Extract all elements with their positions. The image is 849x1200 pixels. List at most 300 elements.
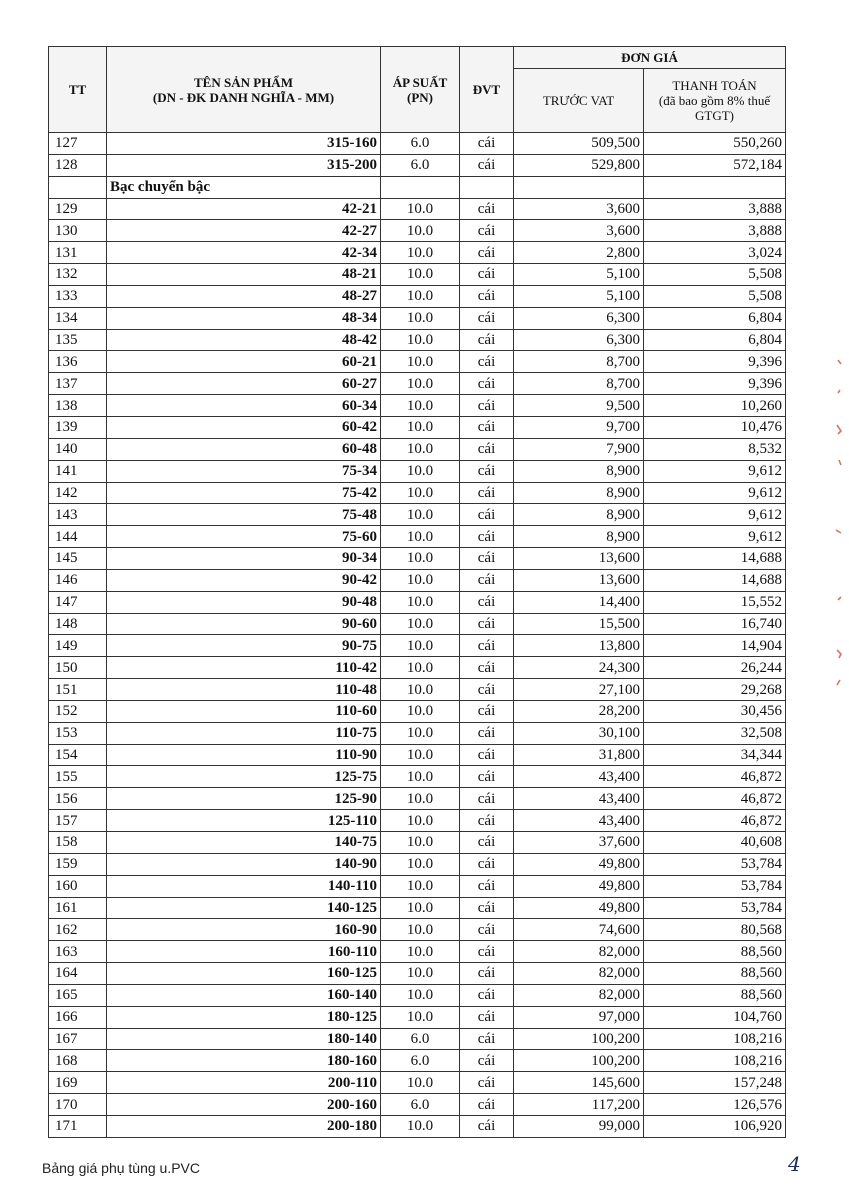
table-row <box>49 373 786 395</box>
cell-tt: 159 <box>49 853 107 875</box>
cell-price-pre-vat: 37,600 <box>514 832 644 854</box>
table-row <box>49 264 786 286</box>
cell-product-name: 60-21 <box>107 351 381 373</box>
cell-tt: 138 <box>49 395 107 417</box>
cell-pressure: 10.0 <box>381 897 460 919</box>
cell-price-pre-vat: 43,400 <box>514 810 644 832</box>
cell-price-pre-vat: 5,100 <box>514 264 644 286</box>
header-unit: ĐVT <box>460 47 514 133</box>
cell-product-name: 140-110 <box>107 875 381 897</box>
table-row <box>49 875 786 897</box>
cell-product-name: 315-160 <box>107 133 381 155</box>
cell-tt: 158 <box>49 832 107 854</box>
cell-price-pre-vat: 97,000 <box>514 1006 644 1028</box>
table-row <box>49 744 786 766</box>
cell-pressure: 10.0 <box>381 569 460 591</box>
cell-pressure: 10.0 <box>381 919 460 941</box>
table-row <box>49 351 786 373</box>
cell-product-name: 125-110 <box>107 810 381 832</box>
cell-tt: 170 <box>49 1094 107 1116</box>
table-row <box>49 504 786 526</box>
cell-pressure: 10.0 <box>381 373 460 395</box>
table-row <box>49 548 786 570</box>
cell-price-payment: 572,184 <box>644 154 786 176</box>
cell-product-name: 75-48 <box>107 504 381 526</box>
cell-unit: cái <box>460 679 514 701</box>
cell-price-payment: 3,024 <box>644 242 786 264</box>
cell-pressure: 6.0 <box>381 154 460 176</box>
cell-price-payment: 53,784 <box>644 897 786 919</box>
cell-unit <box>460 176 514 198</box>
cell-product-name: 48-21 <box>107 264 381 286</box>
cell-unit: cái <box>460 744 514 766</box>
cell-price-pre-vat: 43,400 <box>514 766 644 788</box>
cell-pressure: 10.0 <box>381 963 460 985</box>
cell-tt: 140 <box>49 438 107 460</box>
cell-price-payment: 14,688 <box>644 569 786 591</box>
cell-price-pre-vat: 31,800 <box>514 744 644 766</box>
cell-price-payment: 16,740 <box>644 613 786 635</box>
cell-price-pre-vat: 9,500 <box>514 395 644 417</box>
cell-price-payment: 3,888 <box>644 220 786 242</box>
cell-product-name: 110-90 <box>107 744 381 766</box>
cell-tt: 142 <box>49 482 107 504</box>
section-row <box>49 176 786 198</box>
cell-product-name: 200-180 <box>107 1115 381 1137</box>
cell-product-name: 140-125 <box>107 897 381 919</box>
header-payment-line1: THANH TOÁN <box>672 78 757 93</box>
cell-tt: 144 <box>49 526 107 548</box>
table-row <box>49 285 786 307</box>
cell-price-pre-vat: 49,800 <box>514 875 644 897</box>
cell-price-pre-vat: 15,500 <box>514 613 644 635</box>
cell-product-name: 160-125 <box>107 963 381 985</box>
table-row <box>49 438 786 460</box>
cell-pressure: 10.0 <box>381 351 460 373</box>
cell-product-name: 90-48 <box>107 591 381 613</box>
cell-unit: cái <box>460 504 514 526</box>
cell-pressure: 6.0 <box>381 133 460 155</box>
cell-tt: 127 <box>49 133 107 155</box>
table-header <box>49 47 786 133</box>
cell-price-payment: 5,508 <box>644 285 786 307</box>
cell-tt: 137 <box>49 373 107 395</box>
cell-price-pre-vat: 8,900 <box>514 460 644 482</box>
cell-unit: cái <box>460 853 514 875</box>
cell-unit: cái <box>460 220 514 242</box>
cell-pressure: 10.0 <box>381 744 460 766</box>
table-row <box>49 613 786 635</box>
cell-tt: 157 <box>49 810 107 832</box>
cell-price-payment: 9,396 <box>644 373 786 395</box>
cell-tt: 171 <box>49 1115 107 1137</box>
table-row <box>49 329 786 351</box>
cell-tt <box>49 176 107 198</box>
cell-tt: 149 <box>49 635 107 657</box>
cell-price-pre-vat: 8,700 <box>514 373 644 395</box>
cell-price-pre-vat: 509,500 <box>514 133 644 155</box>
cell-product-name: 48-27 <box>107 285 381 307</box>
cell-price-payment: 9,612 <box>644 504 786 526</box>
cell-pressure: 10.0 <box>381 832 460 854</box>
cell-price-pre-vat: 82,000 <box>514 984 644 1006</box>
table-row <box>49 460 786 482</box>
cell-price-pre-vat: 82,000 <box>514 941 644 963</box>
cell-pressure: 6.0 <box>381 1028 460 1050</box>
cell-unit: cái <box>460 307 514 329</box>
cell-product-name: 110-75 <box>107 722 381 744</box>
cell-unit: cái <box>460 1094 514 1116</box>
table-row <box>49 657 786 679</box>
cell-pressure: 10.0 <box>381 438 460 460</box>
cell-pressure: 10.0 <box>381 766 460 788</box>
cell-unit: cái <box>460 700 514 722</box>
cell-price-payment: 9,612 <box>644 526 786 548</box>
cell-unit: cái <box>460 395 514 417</box>
cell-price-pre-vat: 117,200 <box>514 1094 644 1116</box>
cell-pressure: 10.0 <box>381 482 460 504</box>
cell-product-name: 160-110 <box>107 941 381 963</box>
cell-pressure: 10.0 <box>381 1115 460 1137</box>
cell-price-pre-vat: 2,800 <box>514 242 644 264</box>
cell-tt: 155 <box>49 766 107 788</box>
cell-price-pre-vat: 100,200 <box>514 1050 644 1072</box>
cell-pressure: 10.0 <box>381 1072 460 1094</box>
cell-product-name: 200-110 <box>107 1072 381 1094</box>
cell-price-payment: 14,904 <box>644 635 786 657</box>
cell-price-payment: 32,508 <box>644 722 786 744</box>
cell-unit: cái <box>460 963 514 985</box>
table-row <box>49 242 786 264</box>
cell-price-pre-vat: 13,800 <box>514 635 644 657</box>
cell-price-payment: 126,576 <box>644 1094 786 1116</box>
cell-unit: cái <box>460 1028 514 1050</box>
cell-price-pre-vat: 6,300 <box>514 329 644 351</box>
cell-price-payment: 550,260 <box>644 133 786 155</box>
cell-product-name: 125-90 <box>107 788 381 810</box>
table-row <box>49 941 786 963</box>
cell-price-payment: 5,508 <box>644 264 786 286</box>
table-row <box>49 635 786 657</box>
margin-stamp-marks <box>828 350 848 700</box>
price-table <box>48 46 786 1138</box>
cell-product-name: 160-140 <box>107 984 381 1006</box>
cell-pressure: 10.0 <box>381 875 460 897</box>
table-row <box>49 591 786 613</box>
cell-price-payment: 9,612 <box>644 482 786 504</box>
table-row <box>49 853 786 875</box>
cell-product-name: 42-34 <box>107 242 381 264</box>
cell-product-name: 160-90 <box>107 919 381 941</box>
cell-unit: cái <box>460 591 514 613</box>
cell-unit: cái <box>460 613 514 635</box>
cell-tt: 147 <box>49 591 107 613</box>
cell-price-payment: 53,784 <box>644 875 786 897</box>
table-row <box>49 984 786 1006</box>
cell-price-pre-vat: 8,900 <box>514 504 644 526</box>
cell-unit: cái <box>460 941 514 963</box>
header-pressure <box>381 47 460 133</box>
cell-price-payment: 15,552 <box>644 591 786 613</box>
table-row <box>49 395 786 417</box>
cell-tt: 133 <box>49 285 107 307</box>
cell-product-name: 110-60 <box>107 700 381 722</box>
cell-unit: cái <box>460 635 514 657</box>
cell-tt: 150 <box>49 657 107 679</box>
cell-price-payment: 104,760 <box>644 1006 786 1028</box>
cell-price-payment: 53,784 <box>644 853 786 875</box>
cell-tt: 148 <box>49 613 107 635</box>
cell-price-payment: 106,920 <box>644 1115 786 1137</box>
header-product-name-line2: (DN - ĐK DANH NGHĨA - MM) <box>152 89 335 105</box>
table-row <box>49 1094 786 1116</box>
header-payment <box>644 69 786 133</box>
cell-pressure: 6.0 <box>381 1094 460 1116</box>
cell-product-name: 75-34 <box>107 460 381 482</box>
cell-unit: cái <box>460 569 514 591</box>
cell-product-name: 48-42 <box>107 329 381 351</box>
table-row <box>49 526 786 548</box>
cell-price-pre-vat: 43,400 <box>514 788 644 810</box>
cell-price-payment: 108,216 <box>644 1028 786 1050</box>
cell-unit: cái <box>460 154 514 176</box>
table-row <box>49 133 786 155</box>
cell-pressure: 10.0 <box>381 984 460 1006</box>
cell-price-pre-vat: 74,600 <box>514 919 644 941</box>
cell-tt: 161 <box>49 897 107 919</box>
table-row <box>49 154 786 176</box>
cell-price-pre-vat: 8,700 <box>514 351 644 373</box>
cell-price-pre-vat: 28,200 <box>514 700 644 722</box>
cell-product-name: 75-60 <box>107 526 381 548</box>
cell-price-pre-vat: 7,900 <box>514 438 644 460</box>
cell-product-name: 180-160 <box>107 1050 381 1072</box>
cell-price-payment: 88,560 <box>644 984 786 1006</box>
table-row <box>49 482 786 504</box>
cell-price-payment: 30,456 <box>644 700 786 722</box>
cell-unit: cái <box>460 548 514 570</box>
cell-product-name: 110-42 <box>107 657 381 679</box>
cell-unit: cái <box>460 1050 514 1072</box>
cell-tt: 166 <box>49 1006 107 1028</box>
cell-price-pre-vat: 145,600 <box>514 1072 644 1094</box>
cell-tt: 129 <box>49 198 107 220</box>
table-row <box>49 1006 786 1028</box>
cell-tt: 160 <box>49 875 107 897</box>
cell-price-payment: 26,244 <box>644 657 786 679</box>
cell-tt: 164 <box>49 963 107 985</box>
cell-product-name: 60-42 <box>107 416 381 438</box>
table-row <box>49 963 786 985</box>
cell-product-name: 75-42 <box>107 482 381 504</box>
cell-product-name: 60-34 <box>107 395 381 417</box>
cell-product-name: 90-42 <box>107 569 381 591</box>
cell-tt: 132 <box>49 264 107 286</box>
cell-unit: cái <box>460 766 514 788</box>
cell-price-pre-vat: 14,400 <box>514 591 644 613</box>
cell-unit: cái <box>460 438 514 460</box>
cell-price-pre-vat: 8,900 <box>514 526 644 548</box>
cell-price-pre-vat: 9,700 <box>514 416 644 438</box>
cell-product-name: 180-125 <box>107 1006 381 1028</box>
cell-price-pre-vat <box>514 176 644 198</box>
table-row <box>49 722 786 744</box>
cell-product-name: 42-21 <box>107 198 381 220</box>
cell-pressure: 10.0 <box>381 504 460 526</box>
cell-tt: 169 <box>49 1072 107 1094</box>
cell-unit: cái <box>460 919 514 941</box>
cell-pressure: 10.0 <box>381 591 460 613</box>
cell-tt: 151 <box>49 679 107 701</box>
cell-price-pre-vat: 49,800 <box>514 897 644 919</box>
cell-price-pre-vat: 82,000 <box>514 963 644 985</box>
cell-tt: 145 <box>49 548 107 570</box>
table-row <box>49 788 786 810</box>
cell-price-pre-vat: 8,900 <box>514 482 644 504</box>
cell-tt: 128 <box>49 154 107 176</box>
cell-pressure: 10.0 <box>381 416 460 438</box>
cell-price-payment: 34,344 <box>644 744 786 766</box>
table-body <box>49 133 786 1138</box>
cell-unit: cái <box>460 482 514 504</box>
cell-tt: 163 <box>49 941 107 963</box>
table-row <box>49 1115 786 1137</box>
cell-pressure: 10.0 <box>381 941 460 963</box>
cell-price-pre-vat: 5,100 <box>514 285 644 307</box>
cell-product-name: 90-75 <box>107 635 381 657</box>
cell-pressure: 10.0 <box>381 264 460 286</box>
cell-tt: 135 <box>49 329 107 351</box>
cell-price-pre-vat: 99,000 <box>514 1115 644 1137</box>
cell-tt: 136 <box>49 351 107 373</box>
header-pre-vat: TRƯỚC VAT <box>514 69 644 133</box>
table-row <box>49 700 786 722</box>
cell-unit: cái <box>460 1115 514 1137</box>
cell-unit: cái <box>460 788 514 810</box>
cell-pressure: 10.0 <box>381 198 460 220</box>
cell-price-payment: 29,268 <box>644 679 786 701</box>
cell-product-name: 48-34 <box>107 307 381 329</box>
cell-tt: 146 <box>49 569 107 591</box>
cell-unit: cái <box>460 810 514 832</box>
cell-pressure: 6.0 <box>381 1050 460 1072</box>
cell-product-name: 60-48 <box>107 438 381 460</box>
cell-unit: cái <box>460 526 514 548</box>
cell-price-pre-vat: 529,800 <box>514 154 644 176</box>
cell-unit: cái <box>460 657 514 679</box>
footer-title: Bảng giá phụ tùng u.PVC <box>42 1160 201 1176</box>
cell-price-pre-vat: 30,100 <box>514 722 644 744</box>
cell-price-payment: 88,560 <box>644 963 786 985</box>
cell-price-pre-vat: 13,600 <box>514 569 644 591</box>
cell-unit: cái <box>460 264 514 286</box>
cell-price-pre-vat: 3,600 <box>514 220 644 242</box>
cell-tt: 167 <box>49 1028 107 1050</box>
table-row <box>49 1028 786 1050</box>
table-row <box>49 307 786 329</box>
cell-price-payment: 8,532 <box>644 438 786 460</box>
cell-pressure: 10.0 <box>381 853 460 875</box>
cell-unit: cái <box>460 722 514 744</box>
cell-tt: 162 <box>49 919 107 941</box>
cell-pressure: 10.0 <box>381 613 460 635</box>
table-row <box>49 569 786 591</box>
cell-product-name: 200-160 <box>107 1094 381 1116</box>
cell-tt: 139 <box>49 416 107 438</box>
cell-pressure <box>381 176 460 198</box>
cell-tt: 141 <box>49 460 107 482</box>
cell-pressure: 10.0 <box>381 722 460 744</box>
cell-price-payment: 46,872 <box>644 766 786 788</box>
cell-tt: 134 <box>49 307 107 329</box>
cell-price-pre-vat: 24,300 <box>514 657 644 679</box>
cell-price-payment: 46,872 <box>644 810 786 832</box>
cell-price-payment: 9,396 <box>644 351 786 373</box>
header-unit-price: ĐƠN GIÁ <box>514 47 786 69</box>
cell-tt: 130 <box>49 220 107 242</box>
cell-product-name: 90-34 <box>107 548 381 570</box>
header-pressure-line1: ÁP SUẤT <box>392 74 448 90</box>
cell-price-payment: 10,476 <box>644 416 786 438</box>
cell-product-name: 60-27 <box>107 373 381 395</box>
cell-unit: cái <box>460 897 514 919</box>
table-row <box>49 919 786 941</box>
cell-price-payment: 14,688 <box>644 548 786 570</box>
cell-pressure: 10.0 <box>381 329 460 351</box>
cell-pressure: 10.0 <box>381 395 460 417</box>
cell-unit: cái <box>460 285 514 307</box>
cell-price-payment: 108,216 <box>644 1050 786 1072</box>
cell-unit: cái <box>460 1072 514 1094</box>
cell-pressure: 10.0 <box>381 657 460 679</box>
cell-pressure: 10.0 <box>381 526 460 548</box>
cell-unit: cái <box>460 984 514 1006</box>
cell-product-name: 42-27 <box>107 220 381 242</box>
cell-price-payment: 10,260 <box>644 395 786 417</box>
cell-product-name: Bạc chuyển bậc <box>107 176 381 198</box>
cell-product-name: 125-75 <box>107 766 381 788</box>
cell-unit: cái <box>460 329 514 351</box>
header-product-name-line1: TÊN SẢN PHẨM <box>194 74 293 90</box>
cell-unit: cái <box>460 373 514 395</box>
cell-product-name: 140-90 <box>107 853 381 875</box>
cell-unit: cái <box>460 1006 514 1028</box>
table-row <box>49 766 786 788</box>
cell-price-pre-vat: 100,200 <box>514 1028 644 1050</box>
cell-price-payment: 88,560 <box>644 941 786 963</box>
table-row <box>49 220 786 242</box>
table-row <box>49 198 786 220</box>
table-row <box>49 1050 786 1072</box>
cell-price-pre-vat: 3,600 <box>514 198 644 220</box>
cell-unit: cái <box>460 416 514 438</box>
cell-product-name: 90-60 <box>107 613 381 635</box>
cell-product-name: 315-200 <box>107 154 381 176</box>
table-row <box>49 416 786 438</box>
table-row <box>49 679 786 701</box>
cell-tt: 143 <box>49 504 107 526</box>
cell-unit: cái <box>460 832 514 854</box>
cell-price-payment: 80,568 <box>644 919 786 941</box>
cell-price-payment <box>644 176 786 198</box>
cell-price-pre-vat: 49,800 <box>514 853 644 875</box>
table-row <box>49 810 786 832</box>
cell-pressure: 10.0 <box>381 1006 460 1028</box>
cell-pressure: 10.0 <box>381 242 460 264</box>
cell-pressure: 10.0 <box>381 679 460 701</box>
cell-price-pre-vat: 6,300 <box>514 307 644 329</box>
cell-pressure: 10.0 <box>381 307 460 329</box>
